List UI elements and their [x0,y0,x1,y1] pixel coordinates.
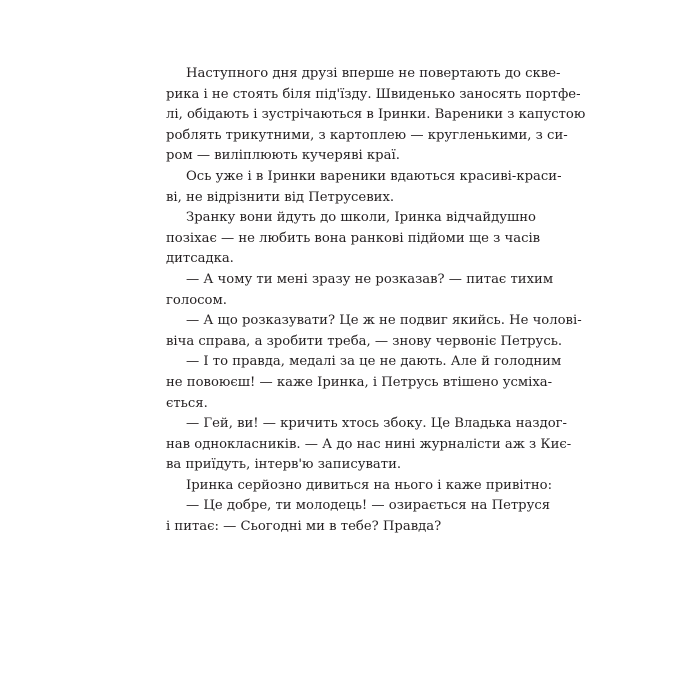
text-line: — А що розказувати? Це ж не подвиг якийсь. Не чолові- [186,313,582,329]
paragraph [166,208,541,270]
paragraph [166,311,582,352]
text-line: ром — виліплюють кучеряві краї. [166,148,400,164]
text-line: ється. [166,395,208,411]
text-line: лі, обідають і зустрічаються в Іринки. Вареники з капустою [166,107,586,123]
text-line: голосом. [166,292,227,308]
paragraph [166,496,551,537]
text-line: Іринка серйозно дивиться на нього і каже привітно: [186,477,553,493]
text-line: Зранку вони йдуть до школи, Іринка відчайдушно [186,210,536,226]
text-line: і питає: — Сьогодні ми в тебе? Правда? [166,519,442,535]
text-line: — І то правда, медалі за це не дають. Але й голодним [186,354,562,370]
text-line: віча справа, а зробити треба, — знову червоніє Петрусь. [166,333,563,349]
paragraph [166,270,554,311]
text-line: ві, не відрізнити від Петрусевих. [166,189,395,205]
text-line: — Це добре, ти молодець! — озирається на Петруся [186,498,551,514]
text-line: Ось уже і в Іринки вареники вдаються красиві-краси- [186,168,562,184]
text-line: дитсадка. [166,251,234,267]
paragraph [166,414,572,476]
text-body [166,64,586,538]
paragraph [166,352,562,414]
text-line: не повоюєш! — каже Іринка, і Петрусь втішено усміха- [166,374,553,390]
paragraph [166,476,553,497]
text-line: нав однокласників. — А до нас нині журналісти аж з Киє- [166,436,572,452]
text-line: ва приїдуть, інтерв'ю записувати. [166,457,402,473]
paragraph [166,167,562,208]
text-line: — А чому ти мені зразу не розказав? — питає тихим [186,271,554,287]
text-line: роблять трикутними, з картоплею — кругленькими, з си- [166,127,568,143]
text-line: — Гей, ви! — кричить хтось збоку. Це Владька наздог- [186,416,568,432]
paragraph [166,64,586,167]
text-line: позіхає — не любить вона ранкові підйоми ще з часів [166,230,541,246]
text-line: Наступного дня друзі вперше не повертають до скве- [186,66,561,81]
text-line: рика і не стоять біля під'їзду. Швиденько заносять портфе- [166,86,581,102]
